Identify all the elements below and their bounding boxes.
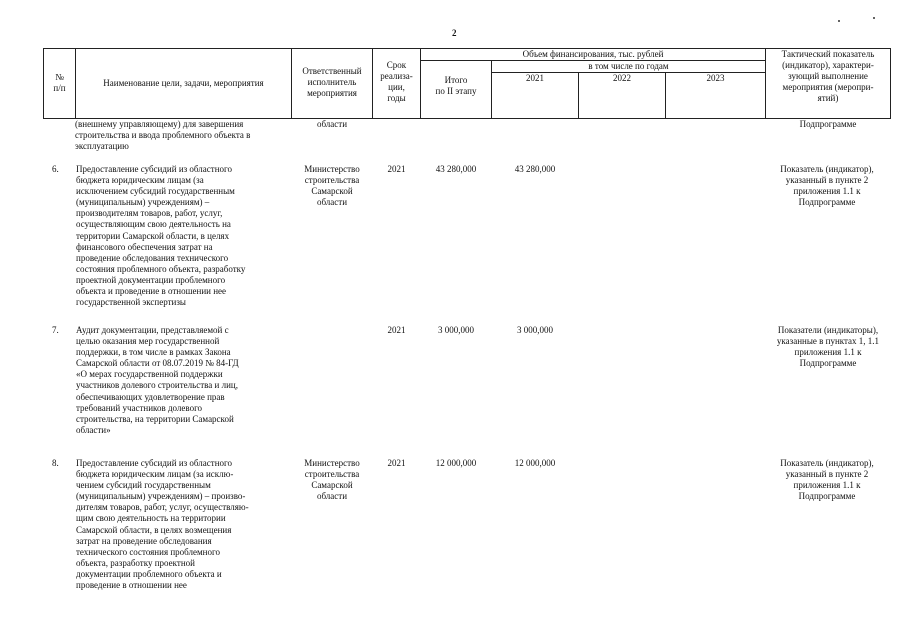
header-year-2022: 2022 [613, 73, 631, 83]
row-number: 7. [52, 325, 59, 335]
row-term: 2021 [387, 325, 406, 335]
header-indicator: Тактический показатель (индикатор), характери- зующий выполнение мероприятия (меропри- ятий) [781, 49, 875, 103]
header-num: № п/п [53, 72, 66, 93]
row-indicator: Показатель (индикатор), указанный в пункте 2 приложения 1.1 к Подпрограмме [780, 164, 874, 208]
row-total: 3 000,000 [438, 325, 474, 335]
row-responsible: Министерство строительства Самарской области [304, 458, 360, 502]
continuation-indicator: Подпрограмме [799, 119, 857, 129]
row-2021: 43 280,000 [514, 164, 556, 174]
row-term: 2021 [387, 458, 406, 468]
row-name: Предоставление субсидий из областного бюджета юридическим лицам (за исклю- чением субсидий государственным (муниципальным) учреждениям) – произво- дителям товаров, работ, услуг, осуществляю- щим свою деятельность на территории Самарской области, в целях возмещения затрат на проведение обследования технического состояния проблемного объекта, разработку проектной документации проблемного объекта и проведение в отношении нее [76, 458, 249, 591]
row-indicator: Показатели (индикаторы), указанные в пунктах 1, 1.1 приложения 1.1 к Подпрограмме [776, 325, 880, 369]
row-number: 8. [52, 458, 59, 468]
page-number: 2 [452, 28, 457, 38]
row-total: 12 000,000 [435, 458, 477, 468]
header-by-years: в том числе по годам [588, 61, 669, 71]
row-number: 6. [52, 164, 59, 174]
header-year-2021: 2021 [526, 73, 544, 83]
header-total: Итого по II этапу [435, 75, 477, 96]
continuation-responsible: области [316, 119, 348, 129]
row-name: Аудит документации, представляемой с целью оказания мер государственной поддержки, в том числе в рамках Закона Самарской области от 08.07.2019 № 84-ГД «О мерах государственной поддержки участников долевого строительства и лиц, обеспечивающих удовлетворение прав требований участников долевого строительства, на территории Самарской области» [76, 325, 239, 435]
header-funding: Объем финансирования, тыс. рублей [522, 49, 664, 59]
row-total: 43 280,000 [435, 164, 477, 174]
scan-speck [873, 17, 875, 19]
header-name: Наименование цели, задачи, мероприятия [103, 78, 264, 88]
header-year-2023: 2023 [706, 73, 725, 83]
row-responsible: Министерство строительства Самарской области [304, 164, 360, 208]
row-name: Предоставление субсидий из областного бюджета юридическим лицам (за исключением субсидий государственным (муниципальным) учреждениям) – производителям товаров, работ, услуг, осуществляющим свою деятельность на территории Самарской области, в целях финансового обеспечения затрат на проведение обследования технического состояния проблемного объекта, разработку проектной документации проблемного объекта и проведение в отношении нее государственной экспертизы [76, 164, 246, 308]
row-2021: 3 000,000 [517, 325, 553, 335]
row-term: 2021 [387, 164, 406, 174]
row-indicator: Показатель (индикатор), указанный в пункте 2 приложения 1.1 к Подпрограмме [780, 458, 874, 502]
scan-speck [838, 20, 840, 22]
header-term: Срок реализа- ции, годы [380, 60, 413, 103]
row-2021: 12 000,000 [514, 458, 556, 468]
header-responsible: Ответственный исполнитель мероприятия [302, 66, 362, 98]
continuation-name: (внешнему управляющему) для завершения строительства и ввода проблемного объекта в эксплуатацию [75, 119, 251, 152]
